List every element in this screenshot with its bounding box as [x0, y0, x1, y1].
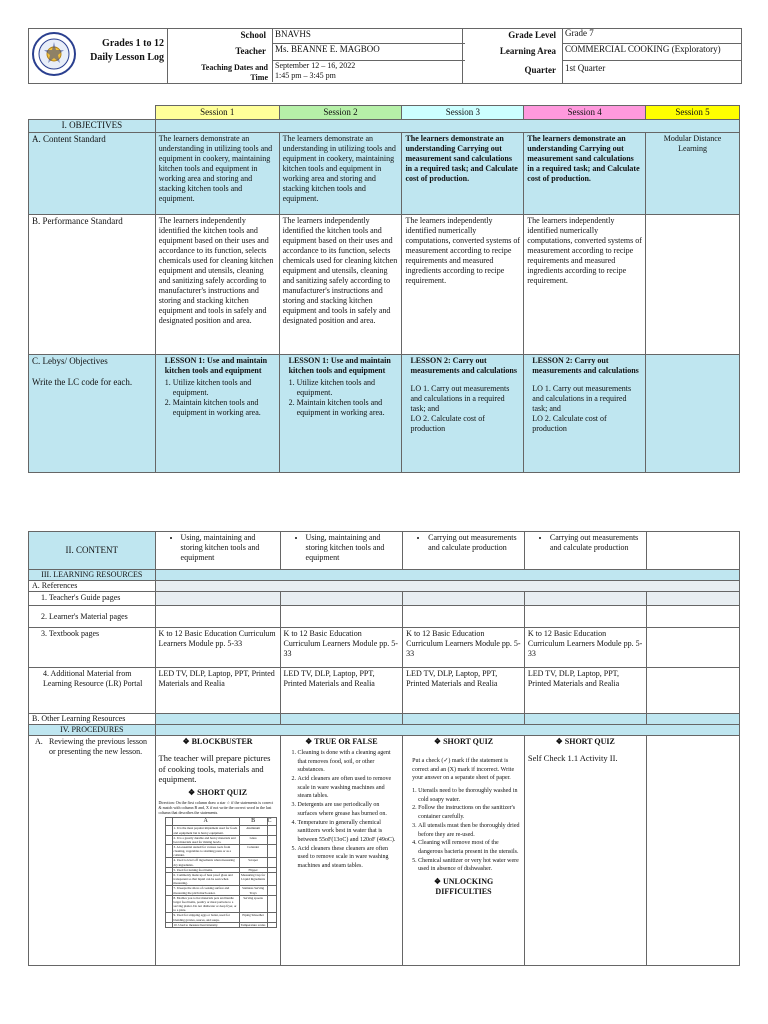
quarter-label: Quarter: [524, 65, 556, 75]
quiz-row: [165, 886, 276, 895]
quiz-answer: Aluminum: [239, 826, 267, 835]
session-4-header: Session 4: [524, 106, 646, 120]
content-standard-label: A. Content Standard: [29, 132, 156, 214]
session-3-header: Session 3: [402, 106, 524, 120]
quiz-answer: Glass: [239, 835, 267, 844]
content-table: [28, 531, 740, 966]
quiz-statement: 2. It is a greatly durable and heavy materials and best materials used for mixing bowls.: [172, 835, 239, 844]
additional-s4: LED TV, DLP, Laptop, PPT, Printed Materials and Realia: [524, 668, 646, 714]
quiz-correction-cell: [267, 922, 276, 927]
quiz-correction-cell: [267, 886, 276, 895]
content-standard-s3: The learners demonstrate an understanding Carrying out measurement sand calculations in a required task; and Calculate cost of production.: [402, 132, 524, 214]
short-quiz-s4-title: SHORT QUIZ: [564, 737, 615, 746]
lesson-2-lo2: LO 2. Calculate cost of production: [410, 413, 485, 433]
additional-material-label: 4. Additional Material from Learning Resource (LR) Portal: [29, 668, 156, 714]
other-resources-label: B. Other Learning Resources: [29, 714, 156, 725]
textbook-label: 3. Textbook pages: [29, 628, 156, 668]
quiz-correction-cell: [267, 835, 276, 844]
quiz-correction-cell: [267, 895, 276, 913]
content-standard-s1: The learners demonstrate an understanding in utilizing tools and equipment in cookery, maintaining kitchen tools and equipment in working area and storing and stacking kitchen tools and equipment.: [155, 132, 279, 214]
quarter-value: 1st Quarter: [562, 61, 741, 84]
quiz-statement: 9. Used for stripping eggs or batter, used for blending gravies, sauces, and soups.: [172, 913, 239, 922]
quiz-row: [165, 895, 276, 913]
true-false-item: 2. Acid cleaners are often used to remove scale in ware washing machines and steam tables.: [298, 775, 400, 801]
performance-standard-label: B. Performance Standard: [29, 214, 156, 354]
lesson-2-s4: [524, 354, 646, 472]
lesson-2-title: LESSON 2: Carry out measurements and calculations: [532, 355, 639, 375]
teacher-value: Ms. BEANNE E. MAGBOO: [272, 44, 465, 61]
quiz-answer: Serving spoons: [239, 895, 267, 913]
lesson-1-title: LESSON 1: Use and maintain kitchen tools and equipment: [288, 355, 391, 375]
short-quiz-item: 3. All utensils must then be thoroughly dried before they are re-used.: [418, 822, 521, 839]
lesson-2-lo1: LO 1. Carry out measurements and calculations in a required task; and: [410, 383, 510, 413]
quiz-correction-cell: [267, 872, 276, 885]
procedure-a-s1: [155, 736, 280, 966]
self-check-text: Self Check 1.1 Activity II.: [527, 753, 618, 763]
performance-standard-s1: The learners independently identified the kitchen tools and equipment based on their uses and accordance to its function, selects chemicals used for cleaning kitchen equipment and utensils, cleaning and sanitizing safely according to manufacturer's instructions and storing and stacking kitchen equipment and tools in safely and designated position and area.: [155, 214, 279, 354]
content-standard-s4: The learners demonstrate an understanding Carrying out measurement sand calculations in a required task; and Calculate cost of production.: [524, 132, 646, 214]
deped-seal-logo: [32, 32, 76, 76]
textbook-s4: K to 12 Basic Education Curriculum Learners Module pp. 5-33: [524, 628, 646, 668]
performance-standard-s3: The learners independently identified numerically computations, converted systems of measurement according to recipe requirements and measured ingredients according to recipe requirement.: [402, 214, 524, 354]
content-standard-s5: Modular Distance Learning: [646, 132, 740, 214]
short-quiz-item: 5. Chemical sanitizer or very hot water were used in absence of dishwasher.: [418, 857, 521, 874]
quiz-correction-cell: [267, 913, 276, 922]
quiz-row: [165, 872, 276, 885]
quiz-mark-cell: [165, 826, 172, 835]
quiz-row: [165, 826, 276, 835]
blockbuster-title: BLOCKBUSTER: [191, 737, 253, 746]
references-label: A. References: [29, 581, 156, 592]
quiz-mark-cell: [165, 845, 172, 858]
short-quiz-item: 4. Cleaning will remove most of the dangerous bacteria present in the utensils.: [418, 839, 521, 856]
lesson-1-item: 1. Utilize kitchen tools and equipment.: [297, 378, 399, 398]
time-value: 1:45 pm – 3:45 pm: [275, 71, 336, 81]
blockbuster-text: The teacher will prepare pictures of cooking tools, materials and equipment.: [158, 753, 271, 785]
procedure-a-s4: [524, 736, 646, 966]
procedure-a-label: Reviewing the previous lesson or presenting the new lesson.: [49, 737, 147, 756]
quiz-answer: Stainless Serving Trays: [239, 886, 267, 895]
quiz-head: B: [239, 817, 267, 826]
lesson-2-title: LESSON 2: Carry out measurements and calculations: [410, 355, 517, 375]
diamond-bullet-icon: ❖: [305, 737, 313, 746]
diamond-bullet-icon: ❖: [433, 876, 441, 886]
quiz-correction-cell: [267, 845, 276, 858]
diamond-bullet-icon: ❖: [433, 737, 442, 746]
area-label: Learning Area: [499, 46, 556, 56]
lc-objectives-label: C. Lebys/ Objectives: [32, 355, 108, 366]
quiz-answer: Piping Smoother: [239, 913, 267, 922]
quiz-mark-cell: [165, 835, 172, 844]
quiz-row: [165, 835, 276, 844]
quiz-head: A: [172, 817, 239, 826]
procedure-a-marker: A.: [35, 737, 43, 746]
session-2-header: Session 2: [279, 106, 402, 120]
procedure-a-s2: [280, 736, 403, 966]
quiz-correction-cell: [267, 858, 276, 867]
textbook-s1: K to 12 Basic Education Curriculum Learners Module pp. 5-33: [155, 628, 280, 668]
lesson-1-item: 1. Utilize kitchen tools and equipment.: [173, 378, 276, 398]
diamond-bullet-icon: ❖: [555, 737, 563, 746]
additional-s2: LED TV, DLP, Laptop, PPT, Printed Materials and Realia: [280, 668, 403, 714]
lesson-2-lo2: LO 2. Calculate cost of production: [532, 413, 607, 433]
content-s3: • Carrying out measurements and calculate production: [428, 533, 521, 553]
grade-label: Grade Level: [508, 30, 556, 40]
quiz-statement: 10. Used to measure heat intensity.: [172, 922, 239, 927]
quiz-mark-cell: [165, 922, 172, 927]
quiz-row: [165, 845, 276, 858]
true-false-item: 4. Temperature in generally chemical sanitizers work best in water that is between 55oF(13oC) and 120oF (49oC).: [298, 819, 400, 845]
lc-code-note: Write the LC code for each.: [32, 376, 133, 387]
short-quiz-s3-title: SHORT QUIZ: [443, 737, 494, 746]
quiz-answer: Measuring Cup for Liquid Ingredients: [239, 872, 267, 885]
performance-standard-s2: The learners independently identified the kitchen tools and equipment based on their uses and accordance to its function, selects chemicals used for cleaning kitchen equipment and utensils, cleaning and sanitizing safely according to manufacturer's instructions and storing and stacking kitchen equipment and tools in safely and designated position and area.: [279, 214, 402, 354]
content-standard-s2: The learners demonstrate an understanding in utilizing tools and equipment in cookery, maintaining kitchen tools and equipment in working area and storing and stacking kitchen tools and equipment.: [279, 132, 402, 214]
additional-s1: LED TV, DLP, Laptop, PPT, Printed Materials and Realia: [155, 668, 280, 714]
lesson-2-s3: [402, 354, 524, 472]
procedure-a-s3: [403, 736, 525, 966]
quiz-row: [165, 922, 276, 927]
quiz-head: C: [267, 817, 276, 826]
objectives-table: [28, 105, 740, 473]
true-false-item: 1. Cleaning is done with a cleaning agent that removes food, soil, or other substances.: [298, 749, 400, 775]
resources-heading: III. LEARNING RESOURCES: [29, 570, 156, 581]
teacher-label: Teacher: [235, 46, 266, 56]
true-false-item: 3. Detergents are use periodically on surfaces where grease has burned on.: [298, 801, 400, 818]
area-value: COMMERCIAL COOKING (Exploratory): [562, 44, 741, 61]
session-5-header: Session 5: [646, 106, 740, 120]
textbook-s3: K to 12 Basic Education Curriculum Learners Module pp. 5-33: [403, 628, 525, 668]
true-false-item: 5. Acid cleaners these cleaners are often used to remove scale in ware washing machines and steam tables.: [298, 845, 400, 871]
lesson-1-s1: [155, 354, 279, 472]
school-label: School: [240, 30, 266, 40]
quiz-answer: Colander: [239, 845, 267, 858]
quiz-mark-cell: [165, 886, 172, 895]
content-s1: • Using, maintaining and storing kitchen tools and equipment: [181, 533, 277, 563]
dates-value: September 12 – 16, 2022: [275, 61, 356, 70]
lesson-1-item: 2. Maintain kitchen tools and equipment in working area.: [173, 398, 276, 418]
teachers-guide-label: 1. Teacher's Guide pages: [29, 592, 156, 606]
quiz-statement: 4. Used to level off ingredients when measuring dry ingredients.: [172, 858, 239, 867]
quiz-correction-cell: [267, 826, 276, 835]
quiz-row: [165, 913, 276, 922]
quiz-statement: 5. Used for turning food items.: [172, 867, 239, 872]
content-s2: • Using, maintaining and storing kitchen tools and equipment: [306, 533, 400, 563]
quiz-row: [165, 858, 276, 867]
quiz-statement: 6. Commonly made up of heat proof glass and transparent so that liquid can be seen when measuring.: [172, 872, 239, 885]
textbook-s2: K to 12 Basic Education Curriculum Learners Module pp. 5-33: [280, 628, 403, 668]
log-title-2: Daily Lesson Log: [90, 52, 164, 63]
dates-label: Teaching Dates and Time: [201, 63, 268, 83]
quiz-mark-cell: [165, 913, 172, 922]
additional-s3: LED TV, DLP, Laptop, PPT, Printed Materials and Realia: [403, 668, 525, 714]
school-value: BNAVHS: [272, 29, 465, 44]
quiz-mark-cell: [165, 872, 172, 885]
lesson-1-item: 2. Maintain kitchen tools and equipment in working area.: [297, 398, 399, 418]
quiz-answer: Scraper: [239, 858, 267, 867]
quiz-statement: 3. An essential utensil for various tools from cleaning, vegetables to straining pasta or as a colinder.: [172, 845, 239, 858]
quiz-mark-cell: [165, 895, 172, 913]
learners-material-label: 2. Learner's Material pages: [29, 606, 156, 628]
short-quiz-s3-intro: Put a check (✓) mark if the statement is correct and an (X) mark if incorrect. Write your answer on a separate sheet of paper.: [412, 758, 515, 782]
procedures-heading: IV. PROCEDURES: [29, 725, 156, 736]
quiz-mark-cell: [165, 858, 172, 867]
performance-standard-s4: The learners independently identified numerically computations, converted systems of measurement according to recipe requirements and measured ingredients according to recipe requirement.: [524, 214, 646, 354]
unlocking-difficulties-title: UNLOCKING DIFFICULTIES: [435, 876, 494, 896]
diamond-bullet-icon: ❖: [182, 737, 190, 746]
quiz-statement: 7. It keeps the slices of cooking surface and measuring the pitch much easier.: [172, 886, 239, 895]
grade-value: Grade 7: [562, 28, 741, 44]
quiz-answer: Temperature scales: [240, 922, 266, 927]
quiz-direction: Direction: On the first column draw a star ☆ if the statements is correct & match with column B and, X if not write the correct word in the last column that describes the statements.: [158, 799, 274, 815]
short-quiz-title: SHORT QUIZ: [197, 787, 248, 797]
short-quiz-item: 1. Utensils need to be thoroughly washed in cold soapy water.: [418, 787, 521, 804]
true-false-title: TRUE OR FALSE: [314, 737, 378, 746]
quiz-statement: 1. It is the most popular implement used for foods and equipment but is heavy equipment.: [173, 826, 238, 835]
quiz-mini-table: [165, 817, 277, 928]
content-heading: II. CONTENT: [29, 532, 156, 570]
diamond-bullet-icon: ❖: [187, 787, 196, 797]
log-title-1: Grades 1 to 12: [102, 38, 164, 49]
quiz-answer: Flipper: [239, 867, 267, 872]
content-s4: • Carrying out measurements and calculate production: [550, 533, 643, 553]
lesson-2-lo1: LO 1. Carry out measurements and calculations in a required task; and: [532, 383, 632, 413]
session-1-header: Session 1: [155, 106, 279, 120]
short-quiz-item: 2. Follow the instructions on the sanitizer's container carefully.: [418, 804, 521, 821]
objectives-heading: I. OBJECTIVES: [29, 120, 156, 132]
lesson-1-s2: [279, 354, 402, 472]
lesson-1-title: LESSON 1: Use and maintain kitchen tools and equipment: [164, 355, 268, 375]
quiz-head: [165, 817, 172, 826]
quiz-statement: 8. Enables you to hot materials pots and handle larger food items, poultry or meat portions to a serving platter. Do not dishwater or deep fryer, or to a plate.: [172, 895, 239, 913]
